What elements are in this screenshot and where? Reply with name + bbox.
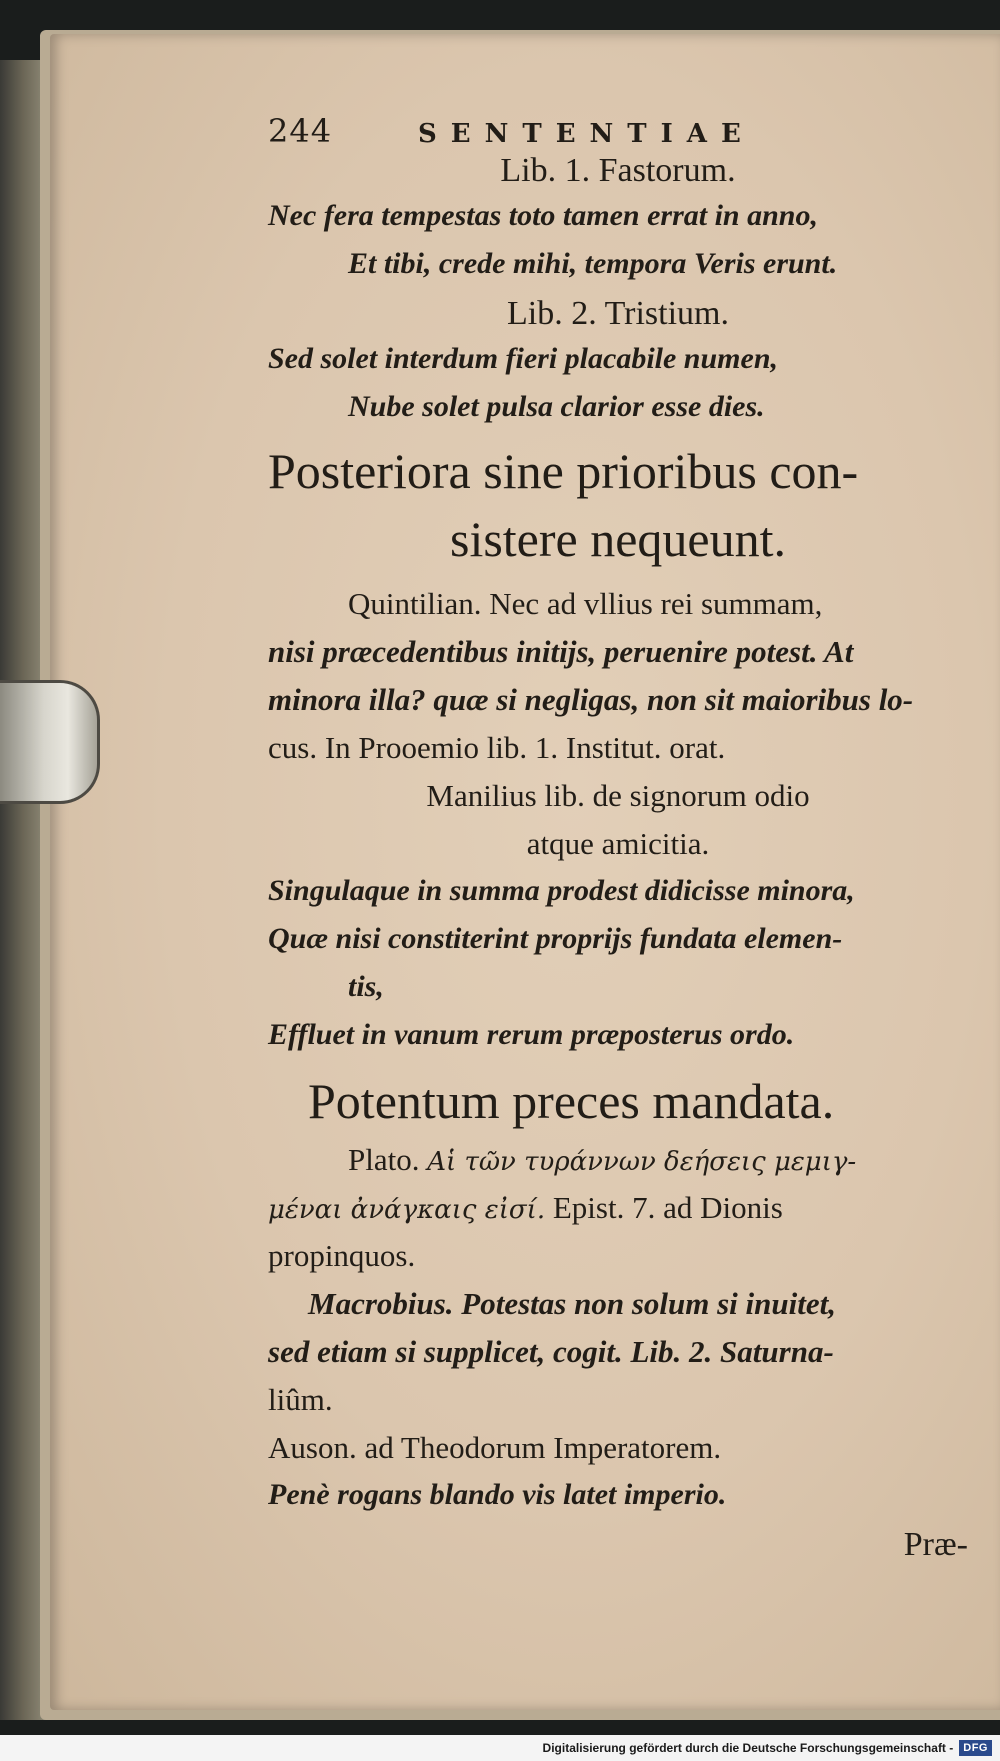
text-line xyxy=(268,582,968,636)
text-line: liûm. xyxy=(268,1382,333,1417)
verse-line: Nec fera tempestas toto tamen errat in anno, xyxy=(268,199,818,232)
section-heading: Potentum preces mandata. xyxy=(308,1073,835,1129)
verse-line: Et tibi, crede mihi, tempora Veris erunt. xyxy=(348,247,838,280)
page-clip xyxy=(0,680,100,804)
greek-line-1 xyxy=(268,1144,968,1192)
greek-line-2 xyxy=(268,1192,968,1240)
dfg-logo: DFG xyxy=(959,1740,992,1756)
text-line: cus. In Prooemio lib. 1. Institut. orat. xyxy=(268,730,726,765)
verse-line: tis, xyxy=(348,970,384,1003)
running-title: SENTENTIAE xyxy=(418,119,755,149)
verse-line: Effluet in vanum rerum præposterus ordo. xyxy=(268,1018,795,1051)
source-heading: atque amicitia. xyxy=(526,826,710,861)
verse-line: Singulaque in summa prodest didicisse minora, xyxy=(268,874,855,907)
verse-line: Quæ nisi constiterint proprijs fundata elemen- xyxy=(268,922,843,955)
page-number: 244 xyxy=(268,112,333,150)
digitization-footer xyxy=(0,1735,1000,1761)
footer-credit: Digitalisierung gefördert durch die Deutsche Forschungsgemeinschaft - xyxy=(542,1741,954,1755)
section-heading: sistere nequeunt. xyxy=(449,511,786,567)
section-heading: Posteriora sine prioribus con- xyxy=(268,443,859,499)
source-heading: Lib. 2. Tristium. xyxy=(506,295,729,332)
text-line: Auson. ad Theodorum Imperatorem. xyxy=(268,1430,722,1465)
page-header xyxy=(268,112,968,154)
verse-line: Sed solet interdum fieri placabile numen, xyxy=(268,342,779,375)
citation-text: Epist. 7. ad Dionis xyxy=(545,1190,783,1225)
page-text xyxy=(268,112,968,1578)
text-line: propinquos. xyxy=(268,1238,416,1273)
text-line: Macrobius. Potestas non solum si inuitet, xyxy=(308,1286,836,1321)
author-name: Plato. xyxy=(348,1142,428,1177)
source-heading: Manilius lib. de signorum odio xyxy=(426,778,810,813)
source-heading: Lib. 1. Fastorum. xyxy=(500,152,736,189)
catchword: Præ- xyxy=(903,1526,968,1563)
text-line: nisi præcedentibus initijs, peruenire potest. At xyxy=(268,634,854,669)
greek-text: Αἱ τῶν τυράννων δεήσεις μεμιγ- xyxy=(427,1147,857,1177)
text-line: sed etiam si supplicet, cogit. Lib. 2. Saturna- xyxy=(268,1334,834,1369)
verse-line: Penè rogans blando vis latet imperio. xyxy=(268,1478,727,1511)
text-line: minora illa? quæ si negligas, non sit maioribus lo- xyxy=(268,682,914,717)
verse-line: Nube solet pulsa clarior esse dies. xyxy=(348,390,765,423)
author-name: Quintilian. Nec ad vllius rei summam, xyxy=(348,586,823,621)
greek-text: μέναι ἀνάγκαις εἰσί. xyxy=(268,1195,546,1225)
